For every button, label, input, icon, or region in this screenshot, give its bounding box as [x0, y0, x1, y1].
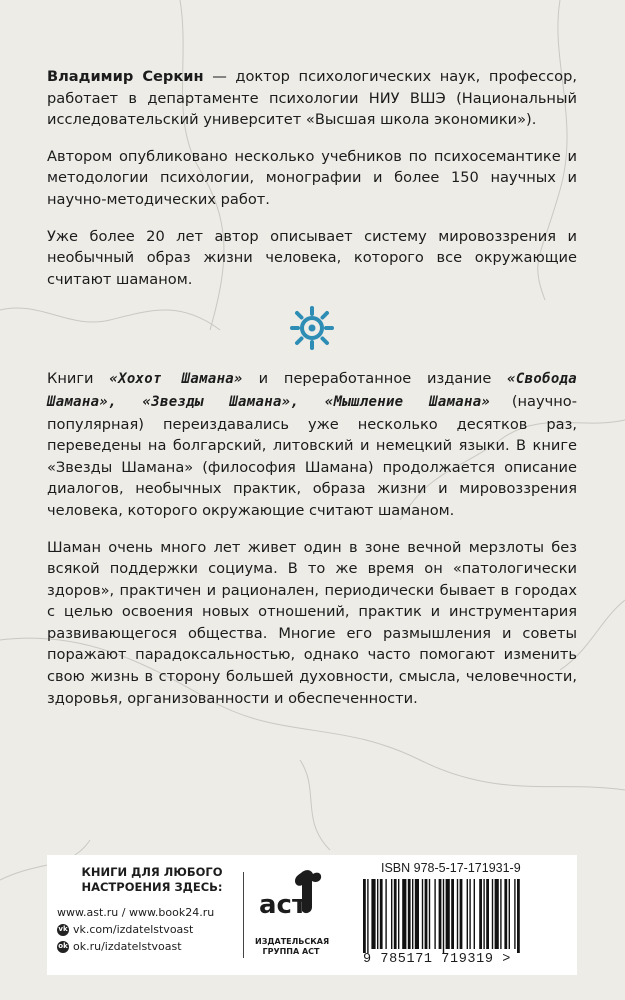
barcode-bar — [446, 879, 450, 949]
promo-line-1: КНИГИ ДЛЯ ЛЮБОГО — [81, 865, 223, 879]
barcode-bar — [434, 879, 435, 949]
barcode-bar — [469, 879, 470, 949]
ast-logo — [255, 867, 330, 957]
barcode-bar — [363, 879, 366, 953]
author-bio: — доктор психологических наук, профессор, работает в департаменте психологии НИУ ВШЭ (Национальный исследовательский университет «Высшая школа экономики»). — [47, 68, 577, 129]
ok-link[interactable]: ok ok.ru/izdatelstvoast — [58, 940, 182, 953]
site-link[interactable]: www.ast.ru / www.book24.ru — [57, 906, 215, 919]
barcode-bar — [443, 879, 444, 953]
ok-icon: ok — [57, 941, 69, 953]
barcode-bar — [415, 879, 419, 949]
barcode-bar — [504, 879, 507, 949]
shaman-intro-paragraph: Уже более 20 лет автор описывает систему мировоззрения и необычный образ жизни человека, которого все окружающие считают шаманом. — [47, 227, 577, 288]
barcode-bar — [467, 879, 468, 949]
divider — [243, 872, 244, 958]
ast-logo-mark — [255, 867, 327, 931]
barcode-bar — [391, 879, 392, 949]
barcode-bar — [486, 879, 489, 949]
barcode-bar — [398, 879, 399, 949]
barcode-bar — [394, 879, 397, 949]
barcode-bar — [380, 879, 383, 949]
publisher-line-2: ГРУППА АСТ — [262, 947, 320, 956]
barcode-bar — [483, 879, 484, 949]
vk-link[interactable]: vk vk.com/izdatelstvoast — [58, 923, 194, 936]
logo-text: аст — [259, 890, 308, 920]
barcode-bar — [377, 879, 378, 949]
author-paragraph — [47, 66, 577, 131]
publisher-line-1: ИЗДАТЕЛЬСКАЯ — [255, 937, 330, 946]
barcode-bar — [451, 879, 454, 949]
promo-line-2: НАСТРОЕНИЯ ЗДЕСЬ: — [81, 880, 223, 894]
barcode — [363, 879, 568, 953]
barcode-bar — [457, 879, 458, 949]
back-cover-text — [47, 66, 577, 724]
barcode-bar — [514, 879, 515, 949]
barcode-bar — [412, 879, 413, 949]
book-titles: «Свобода Шамана», «Звезды Шамана», «Мышление Шамана» — [47, 371, 578, 410]
barcode-bar — [385, 879, 386, 949]
sun-ornament-icon — [289, 305, 335, 351]
publisher-footer — [47, 855, 577, 975]
links-list — [57, 904, 247, 955]
book-title: «Хохот Шамана» — [109, 371, 243, 388]
promo-block — [57, 865, 247, 955]
barcode-bar — [422, 879, 423, 949]
barcode-bar — [495, 879, 499, 949]
barcode-bar — [479, 879, 482, 949]
barcode-bar — [429, 879, 430, 949]
barcode-bar — [371, 879, 375, 949]
barcode-bar — [500, 879, 501, 949]
barcode-bar — [460, 879, 463, 949]
shaman-life-paragraph: Шаман очень много лет живет один в зоне вечной мерзлоты без всякой поддержки социума. В то же время он «патологически здоров», практичен и рационален, периодически бывает в городах с целью освоения новых отношений, практик и инструментария развивающегося общества. Многие его размышления и советы поражают парадоксальностью, однако часто помогают изменить свою жизнь в сторону большей духовности, смысла, человечности, здоровья, организованности и обеспеченности. — [47, 538, 577, 707]
barcode-bar — [509, 879, 510, 949]
barcode-bar — [474, 879, 475, 949]
vk-icon: vk — [57, 924, 69, 936]
barcode-bar — [367, 879, 368, 953]
barcode-bar — [517, 879, 520, 953]
barcode-bar — [402, 879, 406, 949]
isbn: ISBN 978-5-17-171931-9 — [381, 861, 521, 875]
books-paragraph: Книги «Хохот Шамана» и переработанное издание «Свобода Шамана», «Звезды Шамана», «Мышление Шамана» (научно-популярная) переиздавались уже несколько десятков раз, переведены на болгарский, литовский и немецкий языки. В книге «Звезды Шамана» (философия Шамана) продолжается описание диалогов, необычных практик, образа жизни и мировоззрения человека, которого окружающие считают шаманом. — [47, 370, 578, 519]
barcode-bar — [408, 879, 411, 949]
publications-paragraph: Автором опубликовано несколько учебников по психосемантике и методологии психологии, монографии и более 150 научных и научно-методических работ. — [47, 147, 577, 208]
barcode-bar — [439, 879, 442, 949]
barcode-bar — [425, 879, 428, 949]
author-name: Владимир Серкин — [47, 68, 204, 85]
barcode-bar — [492, 879, 493, 949]
ean-digits: 9 785171 719319 > — [363, 952, 511, 967]
